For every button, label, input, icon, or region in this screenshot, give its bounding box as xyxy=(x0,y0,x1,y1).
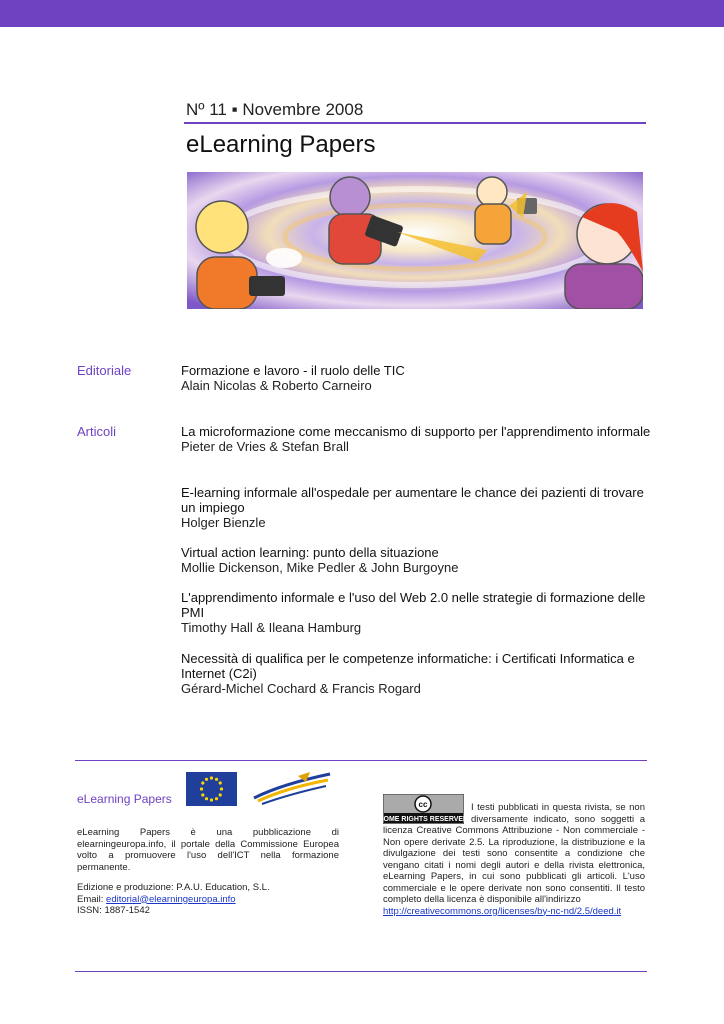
entry-authors: Timothy Hall & Ileana Hamburg xyxy=(181,620,362,635)
entry-authors: Holger Bienzle xyxy=(181,515,266,530)
section-label-articoli: Articoli xyxy=(77,424,117,439)
footer-production xyxy=(77,882,339,917)
license-body: I testi pubblicati in questa rivista, se non diversamente indicato, sono soggetti a licenza Creative Commons Attribuzione - Non commerciale - Non opere derivate 2.5. La riproduzione, la distribuzione e la divulgazione dei testi sono consentite a condizione che vengano citati i nomi degli autori e della rivista elettronica, eLearning Papers, in cui sono pubblicati gli articoli. L'uso commerciale e le opere derivate non sono consentiti. Il testo completo della licenza è disponibile all'indirizzo xyxy=(383,802,645,905)
footer-divider-top xyxy=(75,760,647,761)
article-entry xyxy=(181,424,651,454)
article-entry xyxy=(181,590,651,635)
footer-about: eLearning Papers è una pubblicazione di elearningeuropa.info, il portale della Commissione Europea volto a promuovere l'uso dell'ICT nella formazione permanente. xyxy=(77,827,339,873)
article-entry xyxy=(181,651,651,696)
issue-number: Nº 11 ▪ Novembre 2008 xyxy=(186,100,364,119)
banner-illustration xyxy=(187,172,643,309)
entry-title: Necessità di qualifica per le competenze informatiche: i Certificati Informatica e Internet (C2i) xyxy=(181,651,635,681)
banner-art xyxy=(187,172,643,309)
entry-authors: Mollie Dickenson, Mike Pedler & John Burgoyne xyxy=(181,560,459,575)
entry-title: Virtual action learning: punto della situazione xyxy=(181,545,439,560)
article-entry xyxy=(181,485,651,530)
entry-authors: Pieter de Vries & Stefan Brall xyxy=(181,439,349,454)
entry-title: Formazione e lavoro - il ruolo delle TIC xyxy=(181,363,405,378)
cc-badge-label: SOME RIGHTS RESERVED xyxy=(383,816,464,823)
license-text xyxy=(383,802,645,917)
section-label-editoriale: Editoriale xyxy=(77,363,132,378)
editorial-entry xyxy=(181,363,651,393)
header-divider xyxy=(184,122,646,124)
entry-title: E-learning informale all'ospedale per aumentare le chance dei pazienti di trovare un impiego xyxy=(181,485,644,515)
issn-line: ISSN: 1887-1542 xyxy=(77,905,150,916)
email-label: Email: xyxy=(77,893,107,905)
email-link[interactable]: editorial@elearningeuropa.info xyxy=(106,893,236,905)
cc-symbol: cc xyxy=(418,800,428,809)
eu-flag-logo xyxy=(186,772,237,806)
page-title: eLearning Papers xyxy=(186,131,376,158)
production-line: Edizione e produzione: P.A.U. Education, S.L. xyxy=(77,882,270,893)
entry-authors: Gérard-Michel Cochard & Francis Rogard xyxy=(181,681,421,696)
email-line xyxy=(77,894,339,906)
footer-divider-bottom xyxy=(75,971,647,972)
entry-authors: Alain Nicolas & Roberto Carneiro xyxy=(181,378,372,393)
entry-title: L'apprendimento informale e l'uso del Web 2.0 nelle strategie di formazione delle PMI xyxy=(181,590,646,620)
article-entry xyxy=(181,545,651,575)
programme-logo xyxy=(252,770,332,808)
footer-brand: eLearning Papers xyxy=(77,792,172,806)
top-color-bar xyxy=(0,0,724,27)
entry-title: La microformazione come meccanismo di supporto per l'apprendimento informale xyxy=(181,424,651,439)
license-link[interactable]: http://creativecommons.org/licenses/by-nc-nd/2.5/deed.it xyxy=(383,905,622,917)
